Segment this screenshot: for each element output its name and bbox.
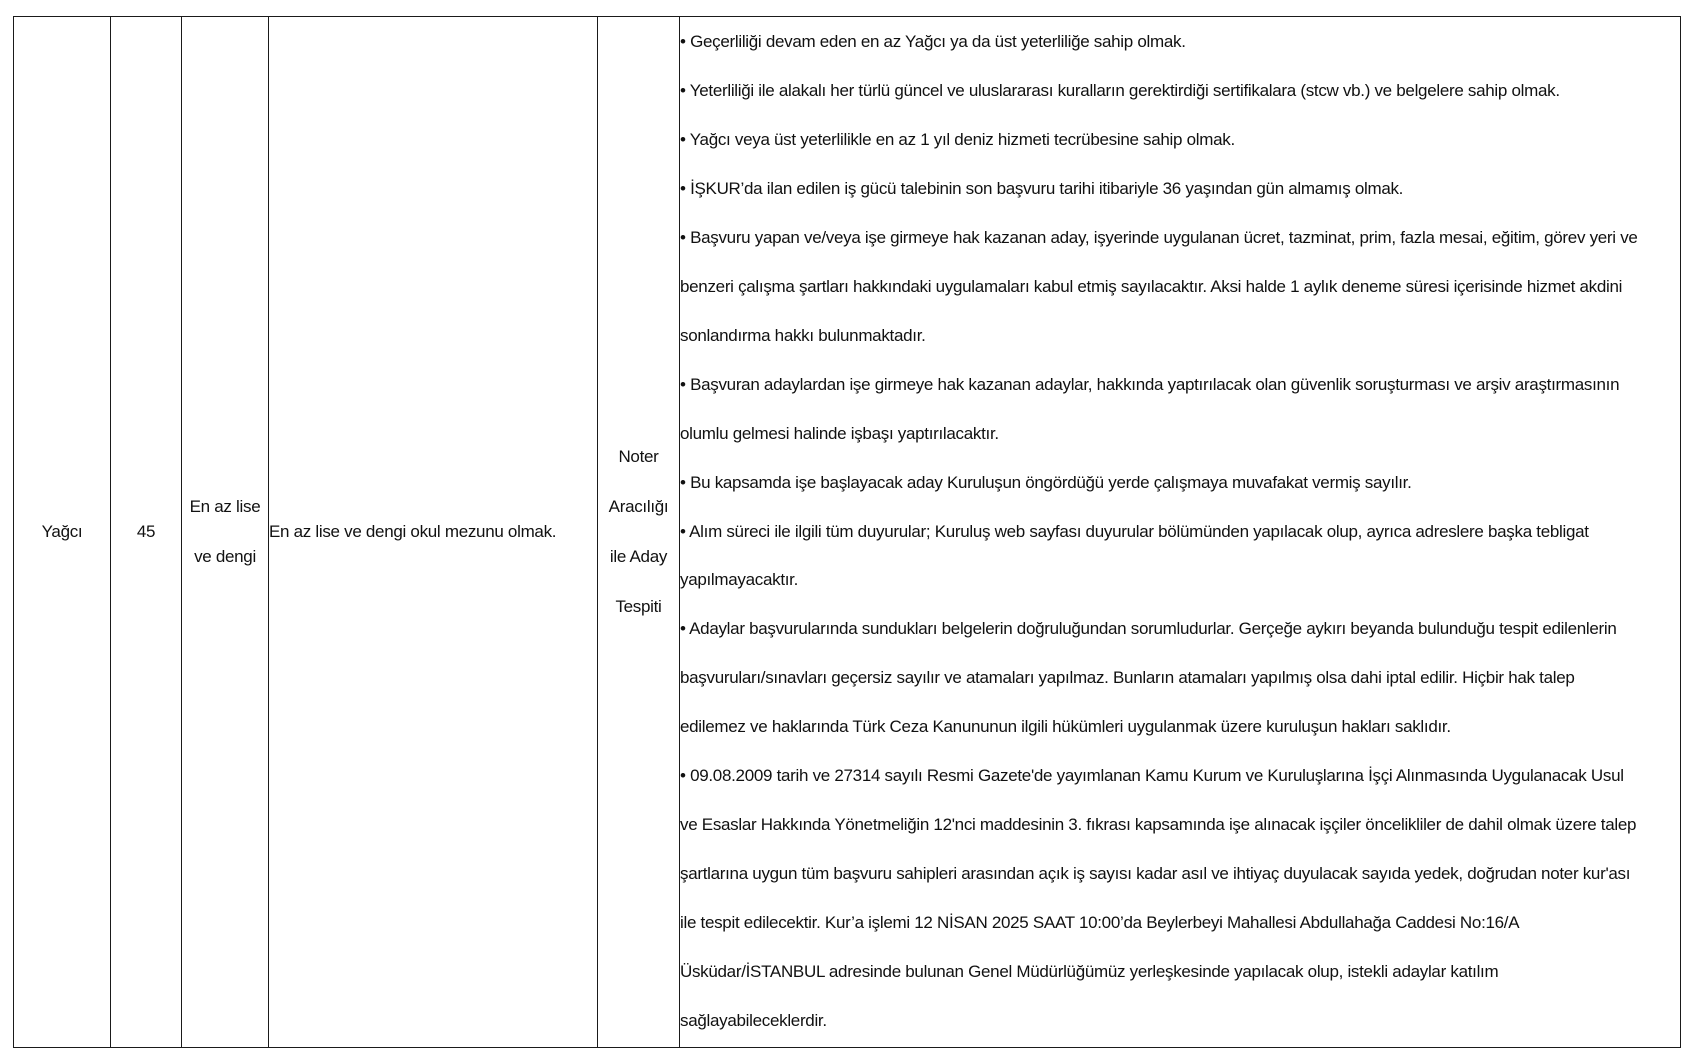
- requirement-line: • Bu kapsamda işe başlayacak aday Kuruluşun öngördüğü yerde çalışmaya muvafakat vermiş sayılır.: [680, 472, 1412, 492]
- requirement-line: şartlarına uygun tüm başvuru sahipleri arasından açık iş sayısı kadar asıl ve ihtiyaç duyulacak sayıda yedek, doğrudan noter kur'ası: [680, 863, 1631, 883]
- requirement-line: yapılmayacaktır.: [680, 570, 799, 590]
- table-row: [14, 17, 1681, 1048]
- education-requirement-cell: En az lise ve dengi okul mezunu olmak.: [269, 17, 598, 1048]
- requirement-line: • İŞKUR’da ilan edilen iş gücü talebinin son başvuru tarihi itibariyle 36 yaşından gün almamış olmak.: [680, 179, 1404, 199]
- requirement-line: sonlandırma hakkı bulunmaktadır.: [680, 325, 926, 345]
- requirement-line: • Yeterliliği ile alakalı her türlü güncel ve uluslararası kuralların gerektirdiği sertifikalara (stcw vb.) ve belgelere sahip olmak.: [680, 81, 1560, 101]
- method-line: Aracılığı: [608, 497, 669, 516]
- requirement-line: ve Esaslar Hakkında Yönetmeliğin 12'nci maddesinin 3. fıkrası kapsamında işe alınacak işçiler öncelikliler de dahil olmak üzere talep: [680, 814, 1637, 834]
- other-requirements-cell: [680, 17, 1681, 1048]
- job-requirements-table: [13, 16, 1681, 1048]
- requirement-line: sağlayabileceklerdir.: [680, 1010, 827, 1030]
- selection-method-cell: [598, 17, 680, 1048]
- requirement-line: benzeri çalışma şartları hakkındaki uygulamaları kabul etmiş sayılacaktır. Aksi halde 1 aylık deneme süresi içerisinde hizmet akdini: [680, 277, 1623, 297]
- education-line: ve dengi: [194, 547, 256, 566]
- requirement-line: edilemez ve haklarında Türk Ceza Kanununun ilgili hükümleri uygulanmak üzere kuruluşun hakları saklıdır.: [680, 717, 1451, 737]
- requirement-line: olumlu gelmesi halinde işbaşı yaptırılacaktır.: [680, 423, 999, 443]
- requirement-line: • Başvuran adaylardan işe girmeye hak kazanan adaylar, hakkında yaptırılacak olan güvenlik soruşturması ve arşiv araştırmasının: [680, 374, 1620, 394]
- method-line: ile Aday: [609, 547, 668, 566]
- requirement-line: ile tespit edilecektir. Kur’a işlemi 12 NİSAN 2025 SAAT 10:00’da Beylerbeyi Mahallesi Abdullahağa Caddesi No:16/A: [680, 912, 1520, 932]
- requirement-line: Üsküdar/İSTANBUL adresinde bulunan Genel Müdürlüğümüz yerleşkesinde yapılacak olup, istekli adaylar katılım: [680, 961, 1499, 981]
- requirement-line: • Adaylar başvurularında sundukları belgelerin doğruluğundan sorumludurlar. Gerçeğe aykırı beyanda bulunduğu tespit edilenlerin: [680, 619, 1617, 639]
- education-cell: [182, 17, 269, 1048]
- position-cell: Yağcı: [14, 17, 111, 1048]
- requirement-line: başvuruları/sınavları geçersiz sayılır ve atamaları yapılmaz. Bunların atamaları yapılmış olsa dahi iptal edilir. Hiçbir hak talep: [680, 668, 1575, 688]
- requirement-line: • Geçerliliği devam eden en az Yağcı ya da üst yeterliliğe sahip olmak.: [680, 32, 1186, 52]
- requirement-line: • Başvuru yapan ve/veya işe girmeye hak kazanan aday, işyerinde uygulanan ücret, tazminat, prim, fazla mesai, eğitim, görev yeri ve: [680, 228, 1638, 248]
- requirement-line: • Alım süreci ile ilgili tüm duyurular; Kuruluş web sayfası duyurular bölümünden yapılacak olup, ayrıca adreslere başka tebligat: [680, 521, 1589, 541]
- requirement-line: • Yağcı veya üst yeterlilikle en az 1 yıl deniz hizmeti tecrübesine sahip olmak.: [680, 130, 1235, 150]
- method-line: Tespiti: [615, 597, 662, 616]
- requirement-line: • 09.08.2009 tarih ve 27314 sayılı Resmi Gazete'de yayımlanan Kamu Kurum ve Kuruluşlarına İşçi Alınmasında Uygulanacak Usul: [680, 766, 1624, 786]
- method-line: Noter: [618, 447, 659, 466]
- education-line: En az lise: [189, 497, 261, 516]
- count-cell: 45: [111, 17, 182, 1048]
